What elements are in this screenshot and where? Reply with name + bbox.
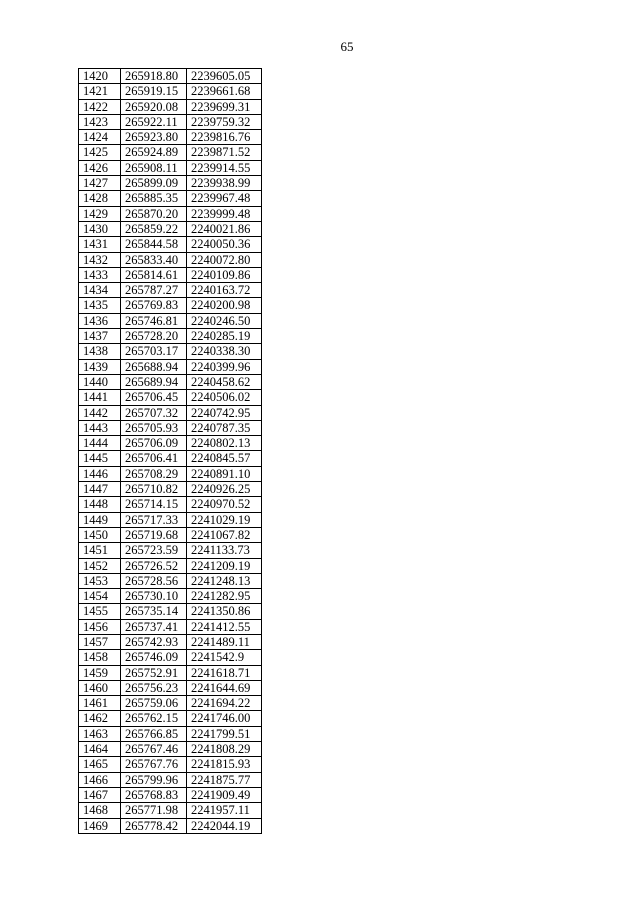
x-coordinate-cell: 265726.52 bbox=[121, 558, 187, 573]
point-number-cell: 1452 bbox=[79, 558, 121, 573]
x-coordinate-cell: 265706.09 bbox=[121, 436, 187, 451]
table-row bbox=[79, 696, 262, 711]
x-coordinate-cell: 265717.33 bbox=[121, 512, 187, 527]
point-number-cell: 1450 bbox=[79, 527, 121, 542]
y-coordinate-cell: 2239816.76 bbox=[187, 130, 262, 145]
y-coordinate-cell: 2241644.69 bbox=[187, 680, 262, 695]
x-coordinate-cell: 265919.15 bbox=[121, 84, 187, 99]
x-coordinate-cell: 265728.56 bbox=[121, 573, 187, 588]
point-number-cell: 1455 bbox=[79, 604, 121, 619]
point-number-cell: 1434 bbox=[79, 283, 121, 298]
point-number-cell: 1438 bbox=[79, 344, 121, 359]
x-coordinate-cell: 265771.98 bbox=[121, 803, 187, 818]
y-coordinate-cell: 2241133.73 bbox=[187, 543, 262, 558]
point-number-cell: 1458 bbox=[79, 650, 121, 665]
table-row bbox=[79, 206, 262, 221]
table-row bbox=[79, 237, 262, 252]
y-coordinate-cell: 2239605.05 bbox=[187, 69, 262, 84]
point-number-cell: 1420 bbox=[79, 69, 121, 84]
table-row bbox=[79, 405, 262, 420]
x-coordinate-cell: 265922.11 bbox=[121, 114, 187, 129]
x-coordinate-cell: 265769.83 bbox=[121, 298, 187, 313]
table-row bbox=[79, 145, 262, 160]
y-coordinate-cell: 2240891.10 bbox=[187, 466, 262, 481]
table-row bbox=[79, 482, 262, 497]
point-number-cell: 1425 bbox=[79, 145, 121, 160]
table-row bbox=[79, 451, 262, 466]
table-row bbox=[79, 252, 262, 267]
x-coordinate-cell: 265859.22 bbox=[121, 221, 187, 236]
x-coordinate-cell: 265689.94 bbox=[121, 374, 187, 389]
table-row bbox=[79, 680, 262, 695]
x-coordinate-cell: 265899.09 bbox=[121, 176, 187, 191]
point-number-cell: 1421 bbox=[79, 84, 121, 99]
table-row bbox=[79, 390, 262, 405]
point-number-cell: 1437 bbox=[79, 329, 121, 344]
y-coordinate-cell: 2240458.62 bbox=[187, 374, 262, 389]
point-number-cell: 1468 bbox=[79, 803, 121, 818]
x-coordinate-cell: 265908.11 bbox=[121, 160, 187, 175]
x-coordinate-cell: 265799.96 bbox=[121, 772, 187, 787]
x-coordinate-cell: 265703.17 bbox=[121, 344, 187, 359]
table-row bbox=[79, 604, 262, 619]
y-coordinate-cell: 2239871.52 bbox=[187, 145, 262, 160]
x-coordinate-cell: 265723.59 bbox=[121, 543, 187, 558]
table-row bbox=[79, 359, 262, 374]
x-coordinate-cell: 265707.32 bbox=[121, 405, 187, 420]
y-coordinate-cell: 2241694.22 bbox=[187, 696, 262, 711]
y-coordinate-cell: 2240506.02 bbox=[187, 390, 262, 405]
table-row bbox=[79, 650, 262, 665]
y-coordinate-cell: 2241248.13 bbox=[187, 573, 262, 588]
x-coordinate-cell: 265885.35 bbox=[121, 191, 187, 206]
point-number-cell: 1447 bbox=[79, 482, 121, 497]
x-coordinate-cell: 265833.40 bbox=[121, 252, 187, 267]
x-coordinate-cell: 265768.83 bbox=[121, 787, 187, 802]
x-coordinate-cell: 265920.08 bbox=[121, 99, 187, 114]
x-coordinate-cell: 265706.41 bbox=[121, 451, 187, 466]
y-coordinate-cell: 2240285.19 bbox=[187, 329, 262, 344]
page-number: 65 bbox=[340, 39, 354, 54]
point-number-cell: 1448 bbox=[79, 497, 121, 512]
point-number-cell: 1427 bbox=[79, 176, 121, 191]
point-number-cell: 1439 bbox=[79, 359, 121, 374]
table-row bbox=[79, 160, 262, 175]
y-coordinate-cell: 2241029.19 bbox=[187, 512, 262, 527]
x-coordinate-cell: 265710.82 bbox=[121, 482, 187, 497]
point-number-cell: 1453 bbox=[79, 573, 121, 588]
y-coordinate-cell: 2241957.11 bbox=[187, 803, 262, 818]
x-coordinate-cell: 265752.91 bbox=[121, 665, 187, 680]
y-coordinate-cell: 2240742.95 bbox=[187, 405, 262, 420]
point-number-cell: 1435 bbox=[79, 298, 121, 313]
table-row bbox=[79, 558, 262, 573]
table-row bbox=[79, 665, 262, 680]
y-coordinate-cell: 2239938.99 bbox=[187, 176, 262, 191]
point-number-cell: 1431 bbox=[79, 237, 121, 252]
y-coordinate-cell: 2240200.98 bbox=[187, 298, 262, 313]
y-coordinate-cell: 2241815.93 bbox=[187, 757, 262, 772]
table-row bbox=[79, 589, 262, 604]
point-number-cell: 1423 bbox=[79, 114, 121, 129]
x-coordinate-cell: 265705.93 bbox=[121, 420, 187, 435]
point-number-cell: 1424 bbox=[79, 130, 121, 145]
point-number-cell: 1433 bbox=[79, 267, 121, 282]
y-coordinate-cell: 2241808.29 bbox=[187, 742, 262, 757]
point-number-cell: 1459 bbox=[79, 665, 121, 680]
y-coordinate-cell: 2240926.25 bbox=[187, 482, 262, 497]
point-number-cell: 1445 bbox=[79, 451, 121, 466]
point-number-cell: 1443 bbox=[79, 420, 121, 435]
x-coordinate-cell: 265728.20 bbox=[121, 329, 187, 344]
table-row bbox=[79, 726, 262, 741]
point-number-cell: 1467 bbox=[79, 787, 121, 802]
point-number-cell: 1461 bbox=[79, 696, 121, 711]
point-number-cell: 1451 bbox=[79, 543, 121, 558]
point-number-cell: 1446 bbox=[79, 466, 121, 481]
table-row bbox=[79, 191, 262, 206]
point-number-cell: 1469 bbox=[79, 818, 121, 833]
y-coordinate-cell: 2239661.68 bbox=[187, 84, 262, 99]
point-number-cell: 1466 bbox=[79, 772, 121, 787]
table-row bbox=[79, 466, 262, 481]
x-coordinate-cell: 265778.42 bbox=[121, 818, 187, 833]
y-coordinate-cell: 2239699.31 bbox=[187, 99, 262, 114]
x-coordinate-cell: 265746.09 bbox=[121, 650, 187, 665]
y-coordinate-cell: 2240802.13 bbox=[187, 436, 262, 451]
point-number-cell: 1441 bbox=[79, 390, 121, 405]
table-row bbox=[79, 99, 262, 114]
y-coordinate-cell: 2240163.72 bbox=[187, 283, 262, 298]
x-coordinate-cell: 265766.85 bbox=[121, 726, 187, 741]
y-coordinate-cell: 2240021.86 bbox=[187, 221, 262, 236]
x-coordinate-cell: 265918.80 bbox=[121, 69, 187, 84]
table-row bbox=[79, 221, 262, 236]
point-number-cell: 1422 bbox=[79, 99, 121, 114]
y-coordinate-cell: 2241909.49 bbox=[187, 787, 262, 802]
y-coordinate-cell: 2240338.30 bbox=[187, 344, 262, 359]
table-row bbox=[79, 69, 262, 84]
x-coordinate-cell: 265870.20 bbox=[121, 206, 187, 221]
table-row bbox=[79, 374, 262, 389]
point-number-cell: 1457 bbox=[79, 634, 121, 649]
table-row bbox=[79, 283, 262, 298]
x-coordinate-cell: 265814.61 bbox=[121, 267, 187, 282]
table-row bbox=[79, 298, 262, 313]
x-coordinate-cell: 265746.81 bbox=[121, 313, 187, 328]
y-coordinate-cell: 2241746.00 bbox=[187, 711, 262, 726]
point-number-cell: 1465 bbox=[79, 757, 121, 772]
x-coordinate-cell: 265714.15 bbox=[121, 497, 187, 512]
y-coordinate-cell: 2240246.50 bbox=[187, 313, 262, 328]
point-number-cell: 1460 bbox=[79, 680, 121, 695]
table-row bbox=[79, 497, 262, 512]
x-coordinate-cell: 265767.46 bbox=[121, 742, 187, 757]
y-coordinate-cell: 2241209.19 bbox=[187, 558, 262, 573]
table-row bbox=[79, 420, 262, 435]
table-row bbox=[79, 512, 262, 527]
y-coordinate-cell: 2239967.48 bbox=[187, 191, 262, 206]
y-coordinate-cell: 2240845.57 bbox=[187, 451, 262, 466]
x-coordinate-cell: 265719.68 bbox=[121, 527, 187, 542]
point-number-cell: 1464 bbox=[79, 742, 121, 757]
x-coordinate-cell: 265767.76 bbox=[121, 757, 187, 772]
table-row bbox=[79, 742, 262, 757]
x-coordinate-cell: 265759.06 bbox=[121, 696, 187, 711]
y-coordinate-cell: 2240109.86 bbox=[187, 267, 262, 282]
point-number-cell: 1463 bbox=[79, 726, 121, 741]
point-number-cell: 1429 bbox=[79, 206, 121, 221]
x-coordinate-cell: 265735.14 bbox=[121, 604, 187, 619]
y-coordinate-cell: 2241875.77 bbox=[187, 772, 262, 787]
y-coordinate-cell: 2240787.35 bbox=[187, 420, 262, 435]
x-coordinate-cell: 265730.10 bbox=[121, 589, 187, 604]
y-coordinate-cell: 2240970.52 bbox=[187, 497, 262, 512]
y-coordinate-cell: 2240399.96 bbox=[187, 359, 262, 374]
point-number-cell: 1462 bbox=[79, 711, 121, 726]
table-row bbox=[79, 329, 262, 344]
table-row bbox=[79, 436, 262, 451]
x-coordinate-cell: 265742.93 bbox=[121, 634, 187, 649]
point-number-cell: 1432 bbox=[79, 252, 121, 267]
y-coordinate-cell: 2241067.82 bbox=[187, 527, 262, 542]
x-coordinate-cell: 265844.58 bbox=[121, 237, 187, 252]
table-row bbox=[79, 757, 262, 772]
x-coordinate-cell: 265688.94 bbox=[121, 359, 187, 374]
table-row bbox=[79, 130, 262, 145]
table-row bbox=[79, 313, 262, 328]
y-coordinate-cell: 2239759.32 bbox=[187, 114, 262, 129]
x-coordinate-cell: 265708.29 bbox=[121, 466, 187, 481]
x-coordinate-cell: 265737.41 bbox=[121, 619, 187, 634]
table-row bbox=[79, 573, 262, 588]
table-row bbox=[79, 634, 262, 649]
table-row bbox=[79, 176, 262, 191]
y-coordinate-cell: 2241542.9 bbox=[187, 650, 262, 665]
y-coordinate-cell: 2241282.95 bbox=[187, 589, 262, 604]
table-row bbox=[79, 803, 262, 818]
point-number-cell: 1456 bbox=[79, 619, 121, 634]
x-coordinate-cell: 265924.89 bbox=[121, 145, 187, 160]
table-row bbox=[79, 84, 262, 99]
x-coordinate-cell: 265923.80 bbox=[121, 130, 187, 145]
y-coordinate-cell: 2241412.55 bbox=[187, 619, 262, 634]
y-coordinate-cell: 2241489.11 bbox=[187, 634, 262, 649]
table-row bbox=[79, 344, 262, 359]
y-coordinate-cell: 2240072.80 bbox=[187, 252, 262, 267]
table-row bbox=[79, 619, 262, 634]
y-coordinate-cell: 2242044.19 bbox=[187, 818, 262, 833]
x-coordinate-cell: 265756.23 bbox=[121, 680, 187, 695]
table-row bbox=[79, 818, 262, 833]
point-number-cell: 1436 bbox=[79, 313, 121, 328]
y-coordinate-cell: 2241618.71 bbox=[187, 665, 262, 680]
coordinates-table-body bbox=[79, 69, 262, 834]
point-number-cell: 1430 bbox=[79, 221, 121, 236]
table-row bbox=[79, 772, 262, 787]
point-number-cell: 1442 bbox=[79, 405, 121, 420]
table-row bbox=[79, 543, 262, 558]
y-coordinate-cell: 2239999.48 bbox=[187, 206, 262, 221]
y-coordinate-cell: 2239914.55 bbox=[187, 160, 262, 175]
y-coordinate-cell: 2241350.86 bbox=[187, 604, 262, 619]
y-coordinate-cell: 2240050.36 bbox=[187, 237, 262, 252]
y-coordinate-cell: 2241799.51 bbox=[187, 726, 262, 741]
table-row bbox=[79, 711, 262, 726]
x-coordinate-cell: 265706.45 bbox=[121, 390, 187, 405]
point-number-cell: 1449 bbox=[79, 512, 121, 527]
table-row bbox=[79, 787, 262, 802]
point-number-cell: 1428 bbox=[79, 191, 121, 206]
x-coordinate-cell: 265762.15 bbox=[121, 711, 187, 726]
coordinates-table bbox=[78, 68, 262, 834]
point-number-cell: 1454 bbox=[79, 589, 121, 604]
point-number-cell: 1440 bbox=[79, 374, 121, 389]
point-number-cell: 1426 bbox=[79, 160, 121, 175]
x-coordinate-cell: 265787.27 bbox=[121, 283, 187, 298]
table-row bbox=[79, 114, 262, 129]
table-row bbox=[79, 267, 262, 282]
point-number-cell: 1444 bbox=[79, 436, 121, 451]
table-row bbox=[79, 527, 262, 542]
